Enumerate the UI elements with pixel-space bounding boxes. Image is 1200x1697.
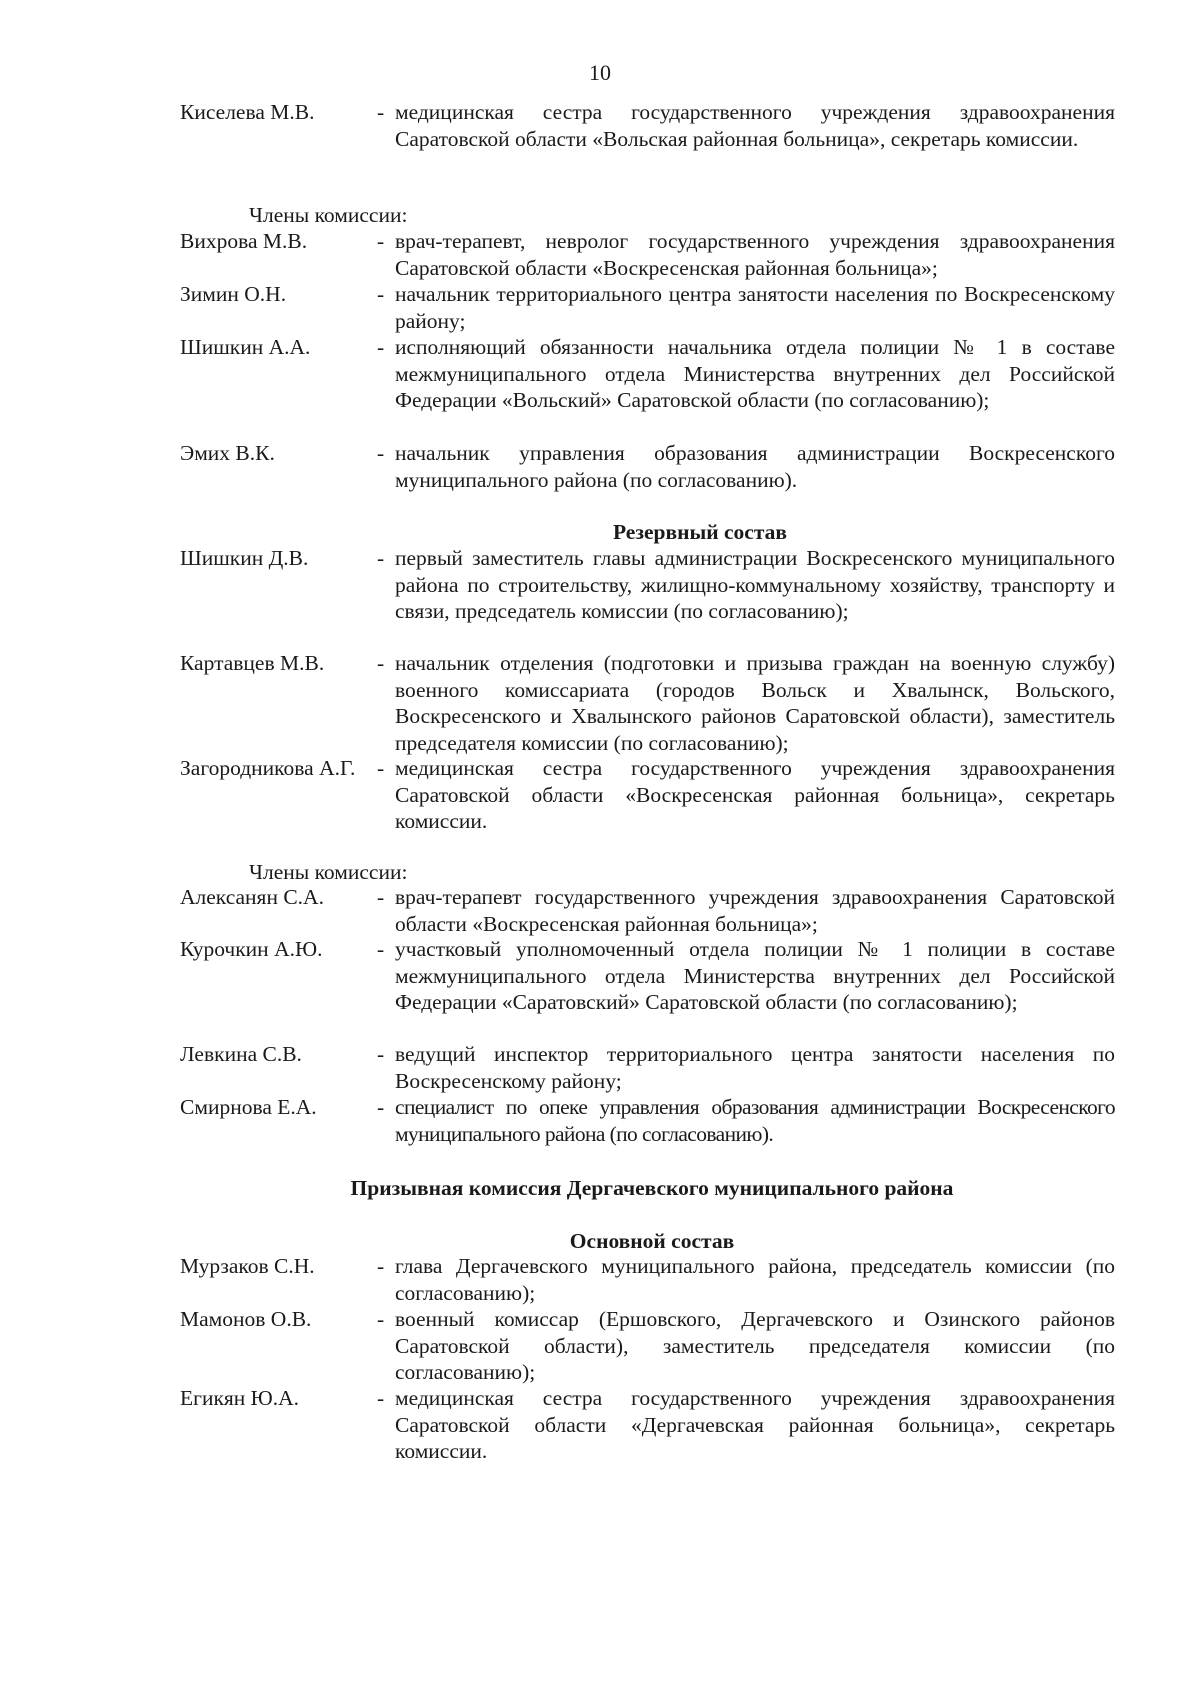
- dash: -: [377, 756, 385, 780]
- dash: -: [377, 335, 385, 359]
- member-role: врач-терапевт государственного учреждения здравоохранения Саратовской области «Воскресенская районная больница»;: [395, 885, 1115, 936]
- member-name: Егикян Ю.А.: [180, 1386, 300, 1410]
- member-role: медицинская сестра государственного учреждения здравоохранения Саратовской области «Дергачевская районная больница», секретарь комиссии.: [395, 1386, 1115, 1463]
- member-role: начальник территориального центра занятости населения по Воскресенскому району;: [395, 282, 1115, 333]
- member-name: Курочкин А.Ю.: [180, 937, 323, 961]
- member-role: глава Дергачевского муниципального района, председатель комиссии (по согласованию);: [395, 1254, 1115, 1305]
- dash: -: [377, 937, 385, 961]
- member-name: Шишкин А.А.: [180, 335, 311, 359]
- members-label: Члены комиссии:: [249, 203, 408, 227]
- member-role: исполняющий обязанности начальника отдела полиции № 1 в составе межмуниципального отдела Министерства внутренних дел Российской Федерации «Вольский» Саратовской области (по согласованию);: [395, 335, 1115, 412]
- member-role: военный комиссар (Ершовского, Дергачевского и Озинского районов Саратовской области), заместитель председателя комиссии (по согласованию);: [395, 1307, 1115, 1384]
- member-name: Мурзаков С.Н.: [180, 1254, 315, 1278]
- member-name: Алексанян С.А.: [180, 885, 324, 909]
- member-name: Картавцев М.В.: [180, 651, 325, 675]
- dash: -: [377, 1042, 385, 1066]
- section-heading: Резервный состав: [612, 520, 788, 544]
- member-name: Зимин О.Н.: [180, 282, 287, 306]
- member-role: участковый уполномоченный отдела полиции № 1 полиции в составе межмуниципального отдела Министерства внутренних дел Российской Федерации «Саратовский» Саратовской области (по согласованию);: [395, 937, 1115, 1014]
- member-role: ведущий инспектор территориального центра занятости населения по Воскресенскому району;: [395, 1042, 1115, 1093]
- member-name: Мамонов О.В.: [180, 1307, 312, 1331]
- member-name: Эмих В.К.: [180, 441, 275, 465]
- member-name: Вихрова М.В.: [180, 229, 308, 253]
- member-name: Левкина С.В.: [180, 1042, 302, 1066]
- member-role: начальник управления образования администрации Воскресенского муниципального района (по согласованию).: [395, 441, 1115, 492]
- member-role: медицинская сестра государственного учреждения здравоохранения Саратовской области «Воскресенская районная больница», секретарь комиссии.: [395, 756, 1115, 833]
- members-label: Члены комиссии:: [249, 860, 408, 884]
- member-role: специалист по опеке управления образования администрации Воскресенского муниципального района (по согласованию).: [395, 1095, 1115, 1146]
- member-role: начальник отделения (подготовки и призыва граждан на военную службу) военного комиссариата (городов Вольск и Хвалынск, Вольского, Воскресенского и Хвалынского районов Саратовской области), заместитель председателя комиссии (по согласованию);: [395, 651, 1115, 755]
- member-role: медицинская сестра государственного учреждения здравоохранения Саратовской области «Вольская районная больница», секретарь комиссии.: [395, 100, 1115, 151]
- member-name: Киселева М.В.: [180, 100, 315, 124]
- dash: -: [377, 1386, 385, 1410]
- dash: -: [377, 885, 385, 909]
- member-name: Шишкин Д.В.: [180, 546, 309, 570]
- dash: -: [377, 282, 385, 306]
- dash: -: [377, 229, 385, 253]
- dash: -: [377, 1307, 385, 1331]
- commission-title: Призывная комиссия Дергачевского муниципального района: [350, 1176, 954, 1200]
- dash: -: [377, 1254, 385, 1278]
- dash: -: [377, 1095, 385, 1119]
- member-role: первый заместитель главы администрации Воскресенского муниципального района по строительству, жилищно-коммунальному хозяйству, транспорту и связи, председатель комиссии (по согласованию);: [395, 546, 1115, 623]
- member-role: врач-терапевт, невролог государственного учреждения здравоохранения Саратовской области «Воскресенская районная больница»;: [395, 229, 1115, 280]
- dash: -: [377, 651, 385, 675]
- section-heading: Основной состав: [569, 1229, 735, 1253]
- member-name: Загородникова А.Г.: [180, 756, 356, 780]
- member-name: Смирнова Е.А.: [180, 1095, 317, 1119]
- dash: -: [377, 441, 385, 465]
- dash: -: [377, 546, 385, 570]
- dash: -: [377, 100, 385, 124]
- page-number: 10: [589, 60, 611, 85]
